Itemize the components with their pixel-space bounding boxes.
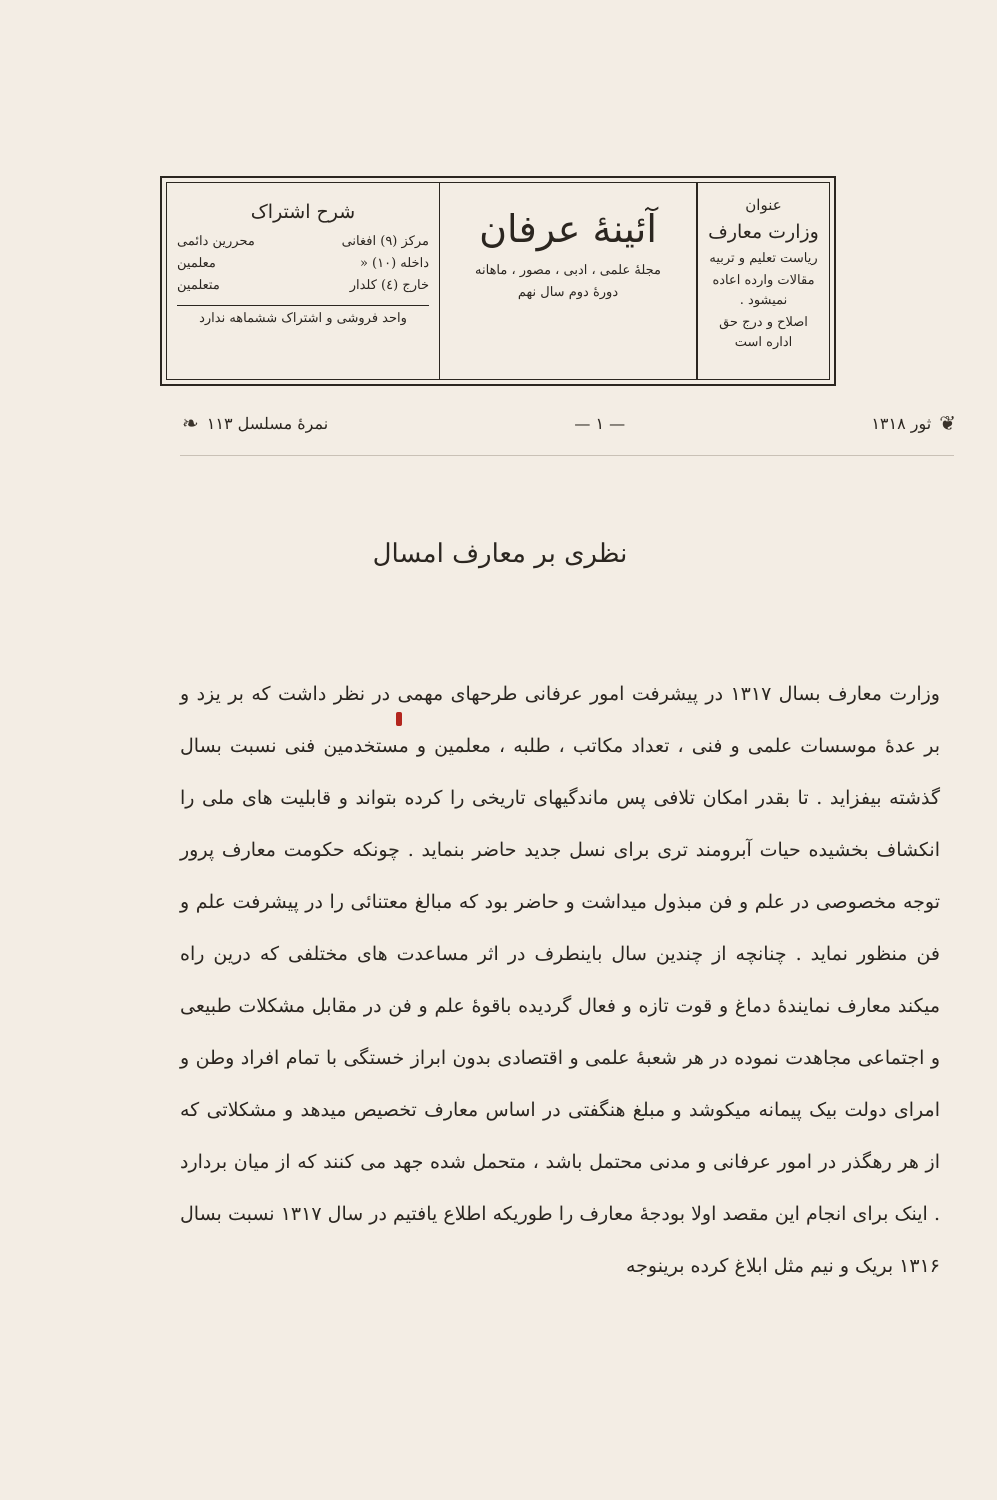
subscription-rows — [177, 231, 429, 297]
ink-mark — [396, 712, 402, 726]
article-body — [180, 668, 940, 1292]
article-title: نظری بر معارف امسال — [372, 539, 628, 569]
subscription-group: محررین دائمی — [177, 234, 255, 249]
journal-subtitle: مجلهٔ علمی ، ادبی ، مصور ، ماهانه — [475, 263, 661, 278]
journal-volume: دورهٔ دوم سال نهم — [517, 285, 619, 300]
title-column — [439, 183, 697, 379]
ornament-icon: ❦ — [939, 411, 956, 435]
publisher-line-1: ریاست تعلیم و تربیه — [709, 251, 818, 266]
publisher-heading: عنوان — [745, 196, 782, 214]
issue-serial: نمرهٔ مسلسل ۱۱۳ — [206, 413, 329, 433]
subscription-row — [177, 253, 429, 275]
page-number: — ۱ — — [574, 413, 626, 433]
subscription-group: متعلمین — [177, 278, 220, 293]
subscription-price: داخله (۱۰) « — [359, 256, 429, 271]
publisher-column — [697, 183, 829, 379]
ornament-icon: ❧ — [182, 411, 199, 435]
subscription-heading: شرح اشتراک — [250, 201, 356, 223]
issue-line — [182, 408, 956, 438]
issue-date: ثور ۱۳۱۸ — [871, 413, 932, 433]
article-paragraph: وزارت معارف بسال ۱۳۱۷ در پیشرفت امور عرفانی طرحهای مهمی در نظر داشت که بر یزد و بر عدهٔ موسسات علمی و فنی ، تعداد مکاتب ، طلبه ، معلمین و مستخدمین فنی نسبت بسال گذشته بیفزاید . تا بقدر امکان تلافی پس ماندگیهای تاریخی را کرده بتواند و قابلیت های ملی را انکشاف بخشیده حیات آبرومند تری برای نسل جدید حاضر بنماید . چونکه حکومت معارف پرور توجه مخصوصی در علم و فن مبذول میداشت و حاضر بود که مبالغ معتنائی را در پیشرفت علم و فن منظور نماید . چنانچه از چندین سال باینطرف در اثر مساعدت های مختلفی که درین راه میکند معارف نمایندهٔ دماغ و قوت تازه و فعال گردیده باقوهٔ علم و فن در مقابل مشکلات طبیعی و اجتماعی مجاهدت نموده در هر شعبهٔ علمی و اقتصادی بدون ابراز خستگی با تمام افراد وطن و امرای دولت بیک پیمانه میکوشد و مبلغ هنگفتی در اساس معارف تخصیص میدهد و مشکلاتی که از هر رهگذر در امور عرفانی و مدنی محتمل باشد ، متحمل شده جهد می کنند که از میان بردارد . اینک برای انجام این مقصد اولا بودجهٔ معارف را طوریکه اطلاع یافتیم در سال ۱۳۱۷ نسبت بسال ۱۳۱۶ بریک و نیم مثل ابلاغ کرده برینوجه — [180, 683, 940, 1277]
issue-date-group — [871, 411, 956, 435]
subscription-row — [177, 275, 429, 297]
subscription-column — [167, 183, 439, 379]
issue-serial-group — [182, 411, 328, 435]
publisher-ministry: وزارت معارف — [708, 221, 819, 243]
subscription-row — [177, 231, 429, 253]
masthead — [160, 176, 836, 386]
publisher-line-2: مقالات وارده اعاده نمیشود . — [712, 273, 815, 308]
masthead-inner-frame — [166, 182, 830, 380]
divider — [180, 455, 954, 456]
journal-title: آئینهٔ عرفان — [479, 207, 657, 251]
subscription-footer: واحد فروشی و اشتراک ششماهه ندارد — [177, 305, 429, 328]
subscription-price: خارج (٤) کلدار — [349, 278, 429, 293]
subscription-price: مرکز (۹) افغانی — [341, 234, 429, 249]
subscription-group: معلمین — [177, 256, 216, 271]
publisher-line-3: اصلاح و درج حق اداره است — [719, 315, 808, 350]
